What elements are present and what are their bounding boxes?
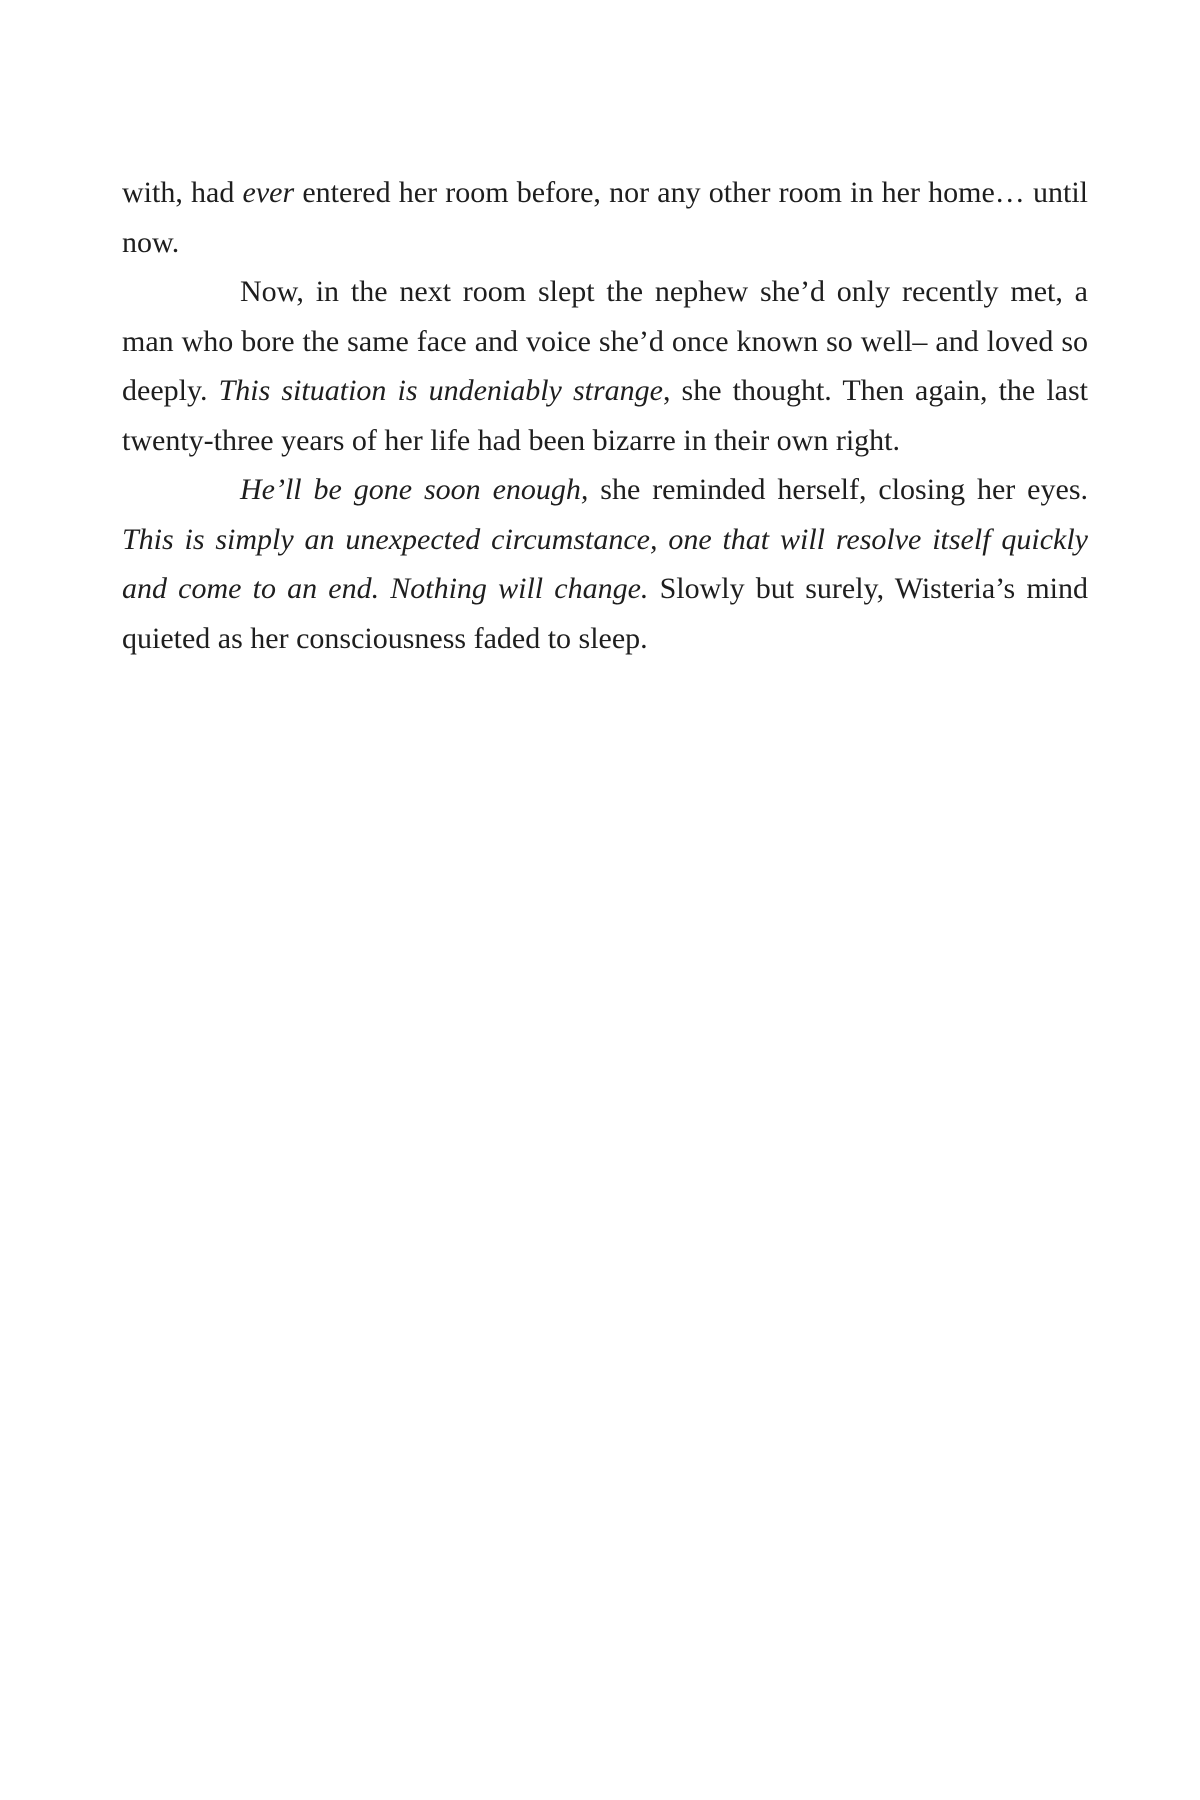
text-segment: Now, in the next room slept the nephew she’d only recently met, a man who bore the same face and voice she’d once known so well– and loved so deeply. xyxy=(122,275,1088,407)
italic-segment: He’ll be gone soon enough, xyxy=(240,473,589,506)
body-text xyxy=(122,168,1088,663)
text-segment: entered her room before, nor any other room in her home… until now. xyxy=(122,176,1088,259)
text-segment: she reminded herself, closing her eyes. xyxy=(588,473,1088,506)
text-segment: Slowly but surely, Wisteria’s mind quieted as her consciousness faded to sleep. xyxy=(122,572,1088,655)
text-segment: with, had xyxy=(122,176,243,209)
paragraph xyxy=(122,267,1088,465)
italic-segment: This is simply an unexpected circumstance, one that will resolve itself quickly and come to an end. Nothing will change. xyxy=(122,522,1088,605)
italic-segment: ever xyxy=(242,176,295,209)
italic-segment: This situation is undeniably strange xyxy=(218,374,663,407)
paragraph xyxy=(122,465,1088,663)
paragraph-continuation xyxy=(122,168,1088,267)
text-segment: , she thought. Then again, the last twenty-three years of her life had been bizarre in their own right. xyxy=(122,374,1088,457)
